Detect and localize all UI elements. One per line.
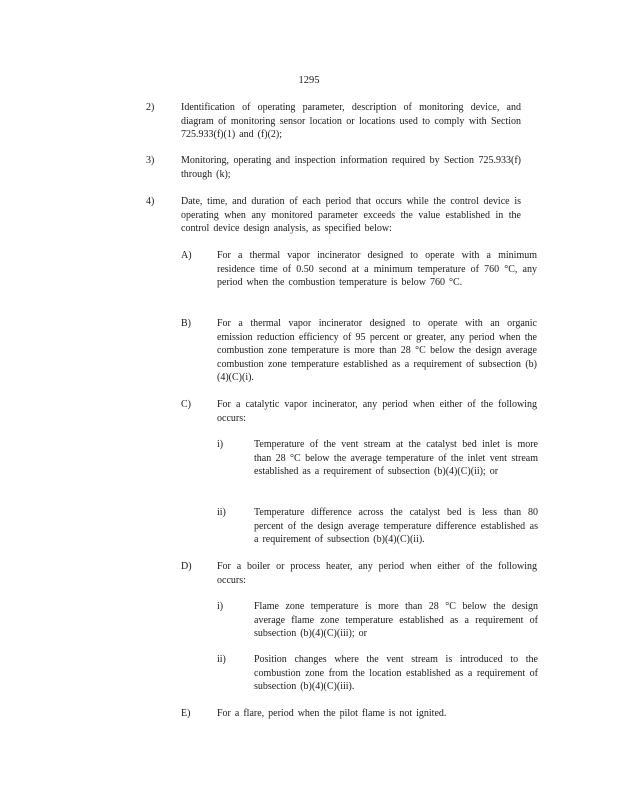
list-item-text: For a thermal vapor incinerator designed to operate with an organic emission reduction efficiency of 95 percent or greater, any period when the combustion zone temperature is more than 28 °C below the design average combustion zone temperature established as a requirement of subsection (b)(4)(C)(i). — [217, 318, 537, 384]
page-number: 1295 — [298, 75, 320, 86]
list-item-text: Temperature of the vent stream at the catalyst bed inlet is more than 28 °C below the average temperature of the inlet vent stream established as a requirement of subsection (b)(4)(C)(ii); or — [254, 439, 538, 478]
list-item-text: Flame zone temperature is more than 28 °C below the design average flame zone temperature established as a requirement of subsection (b)(4)(C)(iii); or — [254, 601, 538, 640]
list-item-label: 2) — [146, 102, 155, 113]
list-item-label: E) — [181, 708, 191, 719]
list-item-text: Date, time, and duration of each period that occurs while the control device is operating when any monitored parameter exceeds the value established in the control device design analysis, as specified below: — [181, 196, 521, 235]
list-item-text: Position changes where the vent stream is introduced to the combustion zone from the location established as a requirement of subsection (b)(4)(C)(iii). — [254, 654, 538, 693]
list-item-text: For a thermal vapor incinerator designed to operate with a minimum residence time of 0.50 second at a minimum temperature of 760 °C, any period when the combustion temperature is below 760 °C. — [217, 250, 537, 289]
list-item-label: 3) — [146, 155, 155, 166]
list-item-label: A) — [181, 250, 192, 261]
list-item-label: D) — [181, 561, 192, 572]
list-item-label: ii) — [217, 654, 226, 665]
list-item-text: Identification of operating parameter, description of monitoring device, and diagram of monitoring sensor location or locations used to comply with Section 725.933(f)(1) and (f)(2); — [181, 102, 521, 141]
list-item-label: ii) — [217, 507, 226, 518]
list-item-label: B) — [181, 318, 191, 329]
list-item-text: For a boiler or process heater, any period when either of the following occurs: — [217, 561, 537, 586]
list-item-text: For a catalytic vapor incinerator, any period when either of the following occurs: — [217, 399, 537, 424]
list-item-text: For a flare, period when the pilot flame is not ignited. — [217, 708, 447, 719]
list-item-label: i) — [217, 439, 224, 450]
list-item-label: i) — [217, 601, 224, 612]
list-item-label: C) — [181, 399, 191, 410]
list-item-text: Temperature difference across the catalyst bed is less than 80 percent of the design average temperature difference established as a requirement of subsection (b)(4)(C)(ii). — [254, 507, 538, 546]
list-item-label: 4) — [146, 196, 155, 207]
list-item-text: Monitoring, operating and inspection information required by Section 725.933(f) through (k); — [181, 155, 521, 180]
